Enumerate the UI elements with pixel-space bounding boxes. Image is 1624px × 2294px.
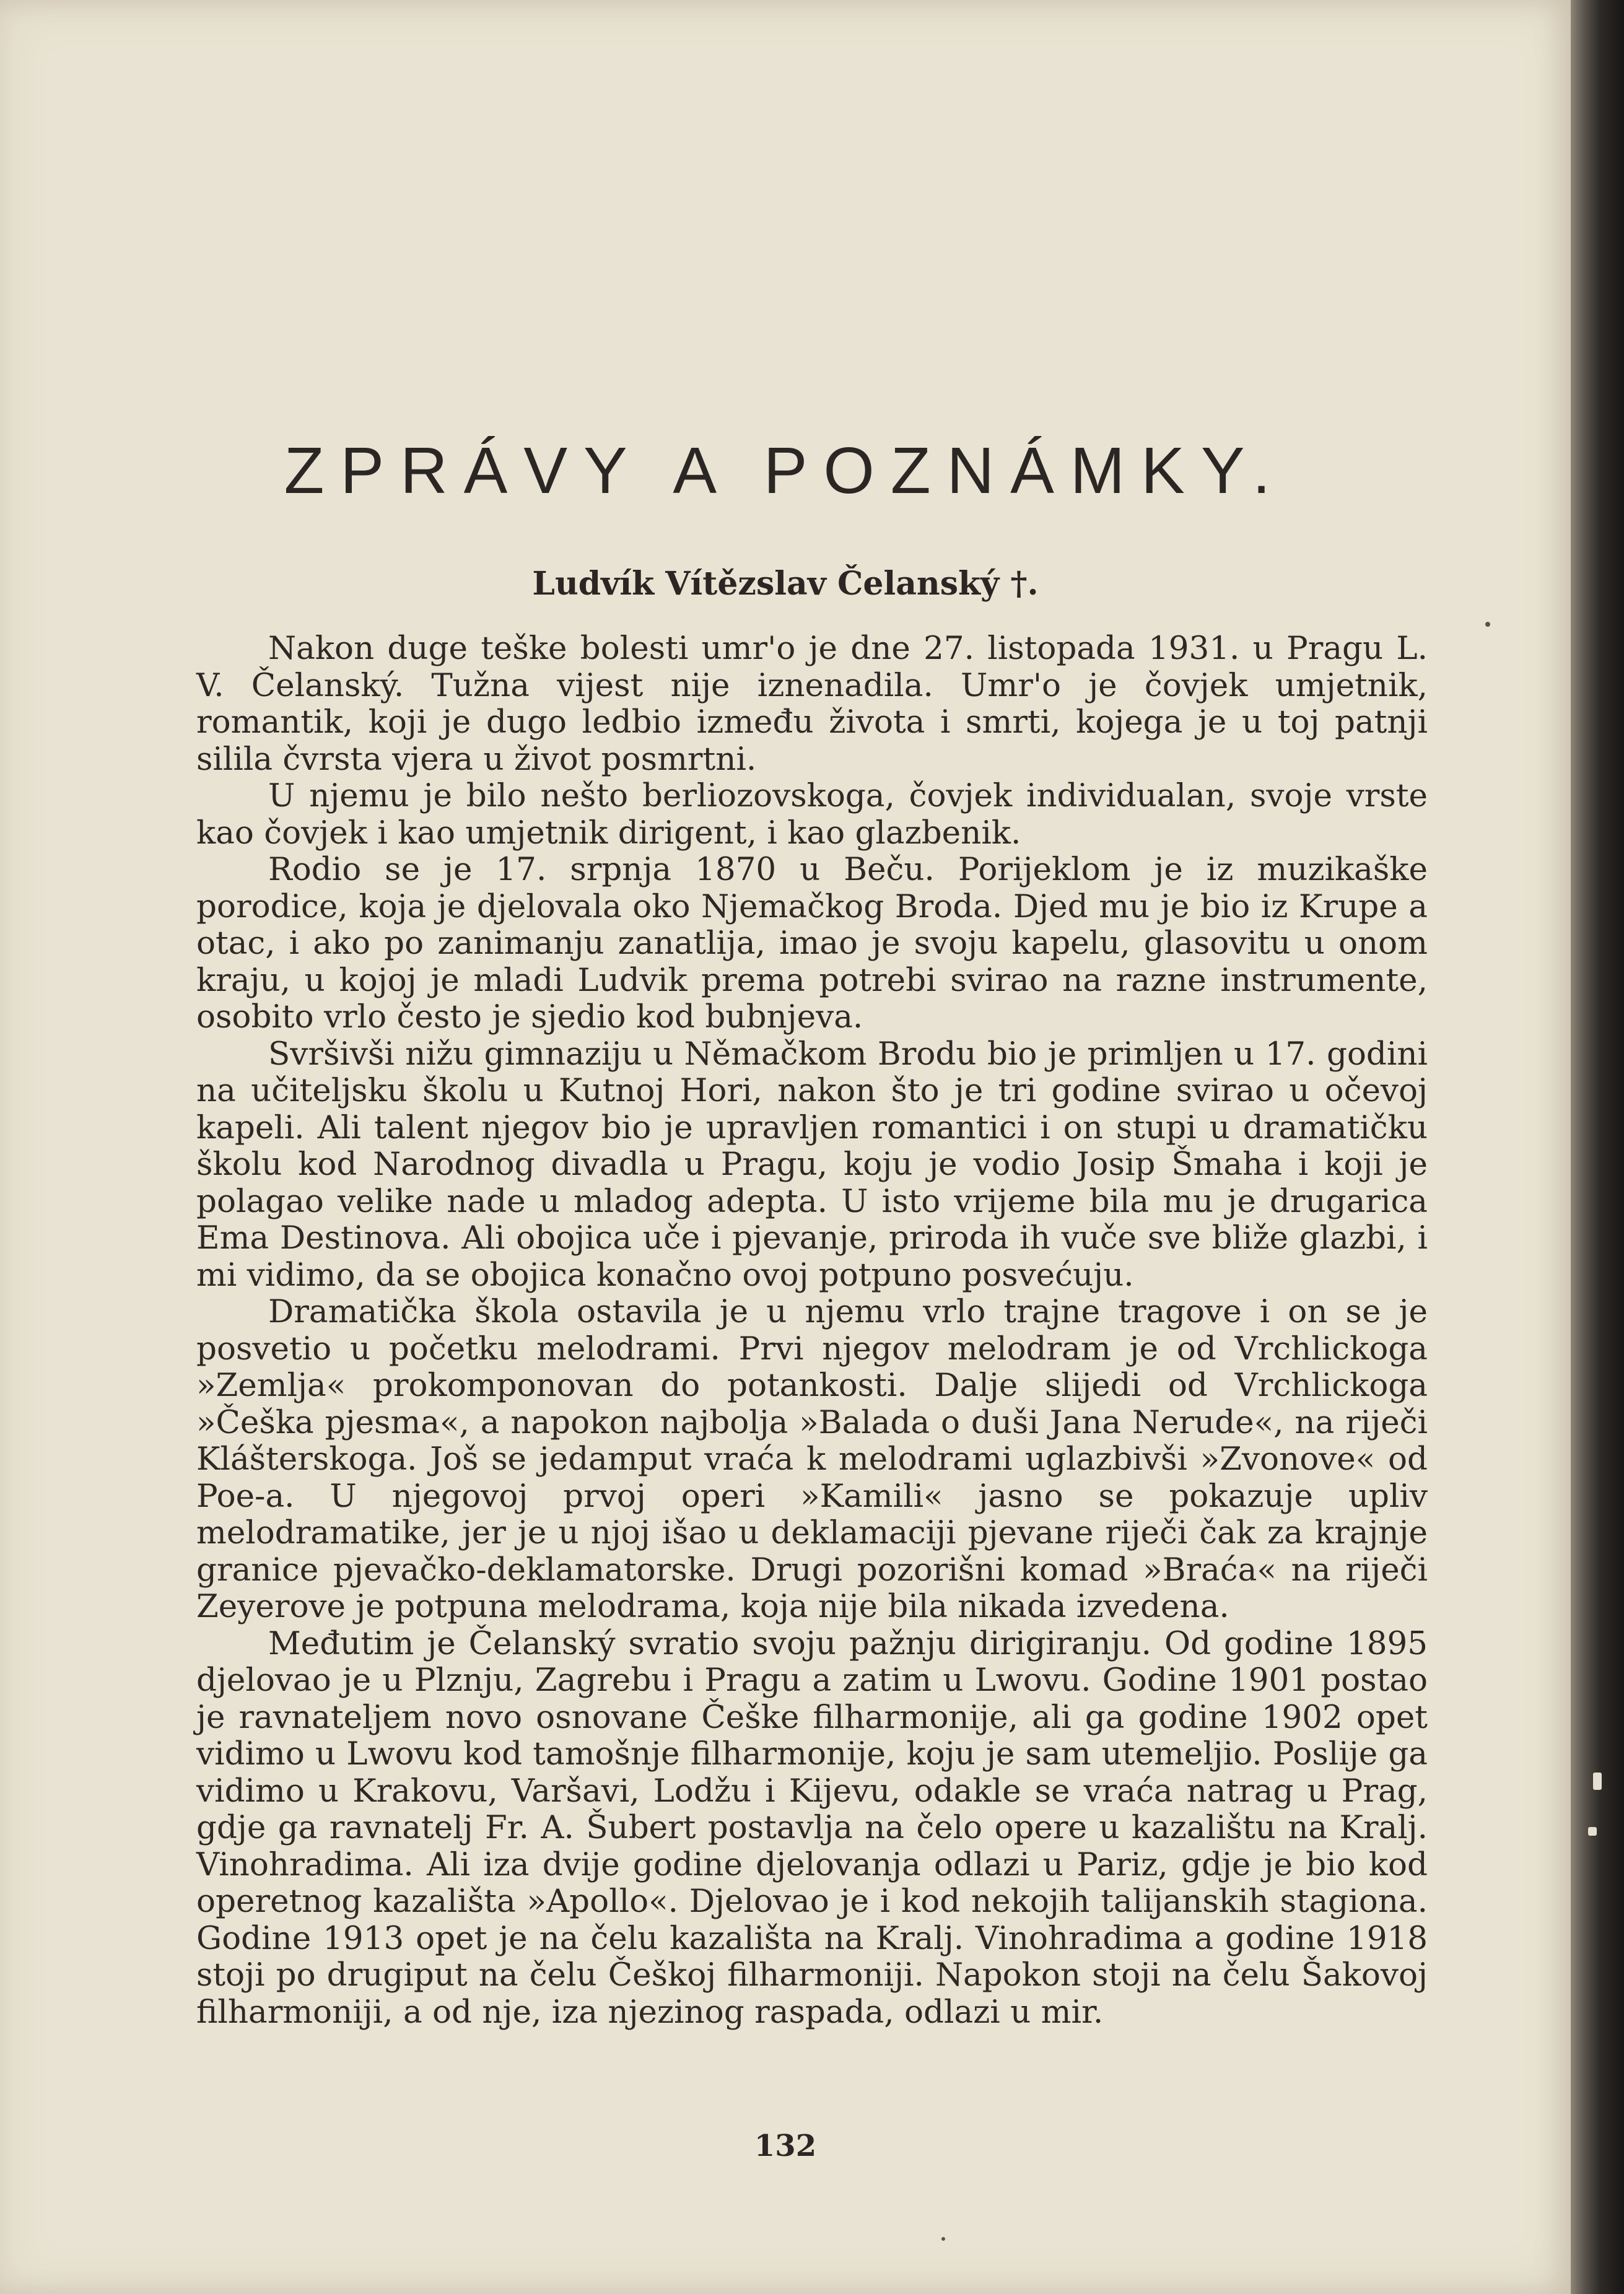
paragraph: U njemu je bilo nešto berliozovskoga, čovjek individualan, svoje vrste kao čovjek i kao umjetnik dirigent, i kao glazbenik. [196,777,1428,852]
book-spine-edge [1571,0,1624,2294]
paragraph: Nakon duge teške bolesti umr'o je dne 27. listopada 1931. u Pragu L. V. Čelanský. Tužna vijest nije iznenadila. Umr'o je čovjek umjetnik, romantik, koji je dugo ledbio između života i smrti, kojega je u toj patnji silila čvrsta vjera u život posmrtni. [196,630,1428,778]
paper-speck [1485,622,1490,627]
paragraph: Svršivši nižu gimnaziju u Němačkom Brodu bio je primljen u 17. godini na učiteljsku školu u Kutnoj Hori, nakon što je tri godine svirao u očevoj kapeli. Ali talent njegov bio je upravljen romantici i on stupi u dramatičku školu kod Narodnog divadla u Pragu, koju je vodio Josip Šmaha i koji je polagao velike nade u mladog adepta. U isto vrijeme bila mu je drugarica Ema Destinova. Ali obojica uče i pjevanje, priroda ih vuče sve bliže glazbi, i mi vidimo, da se obojica konačno ovoj potpuno posvećuju. [196,1035,1428,1294]
paragraph: Međutim je Čelanský svratio svoju pažnju dirigiranju. Od godine 1895 djelovao je u Plznju, Zagrebu i Pragu a zatim u Lwovu. Godine 1901 postao je ravnateljem novo osnovane Češke filharmonije, ali ga godine 1902 opet vidimo u Lwovu kod tamošnje filharmonije, koju je sam utemeljio. Poslije ga vidimo u Krakovu, Varšavi, Lodžu i Kijevu, odakle se vraća natrag u Prag, gdje ga ravnatelj Fr. A. Šubert postavlja na čelo opere u kazalištu na Kralj. Vinohradima. Ali iza dvije godine djelovanja odlazi u Pariz, gdje je bio kod operetnog kazališta »Apollo«. Djelovao je i kod nekojih talijanskih stagiona. Godine 1913 opet je na čelu kazališta na Kralj. Vinohradima a godine 1918 stoji po drugiput na čelu Češkoj filharmoniji. Napokon stoji na čelu Šakovoj filharmoniji, a od nje, iza njezinog raspada, odlazi u mir. [196,1625,1428,2031]
paragraph: Rodio se je 17. srpnja 1870 u Beču. Porijeklom je iz muzikaške porodice, koja je djelovala oko Njemačkog Broda. Djed mu je bio iz Krupe a otac, i ako po zanimanju zanatlija, imao je svoju kapelu, glasovitu u onom kraju, u kojoj je mladi Ludvik prema potrebi svirao na razne instrumente, osobito vrlo često je sjedio kod bubnjeva. [196,851,1428,1036]
page-number: 132 [754,2129,817,2163]
article-title: Ludvík Vítězslav Čelanský †. [532,565,1039,603]
section-title: ZPRÁVY A POZNÁMKY. [284,434,1287,507]
paper-speck [941,2237,945,2241]
edge-mark [1588,1827,1597,1836]
edge-mark [1593,1773,1602,1790]
paragraph: Dramatička škola ostavila je u njemu vrlo trajne tragove i on se je posvetio u početku melodrami. Prvi njegov melodram je od Vrchlickoga »Zemlja« prokomponovan do potankosti. Dalje slijedi od Vrchlickoga »Češka pjesma«, a napokon najbolja »Balada o duši Jana Nerude«, na riječi Klášterskoga. Još se jedamput vraća k melodrami uglazbivši »Zvonove« od Poe-a. U njegovoj prvoj operi »Kamili« jasno se pokazuje upliv melodramatike, jer je u njoj išao u deklamaciji pjevane riječi čak za krajnje granice pjevačko-deklamatorske. Drugi pozorišni komad »Braća« na riječi Zeyerove je potpuna melodrama, koja nije bila nikada izvedena. [196,1293,1428,1625]
article-body [196,630,1428,2031]
